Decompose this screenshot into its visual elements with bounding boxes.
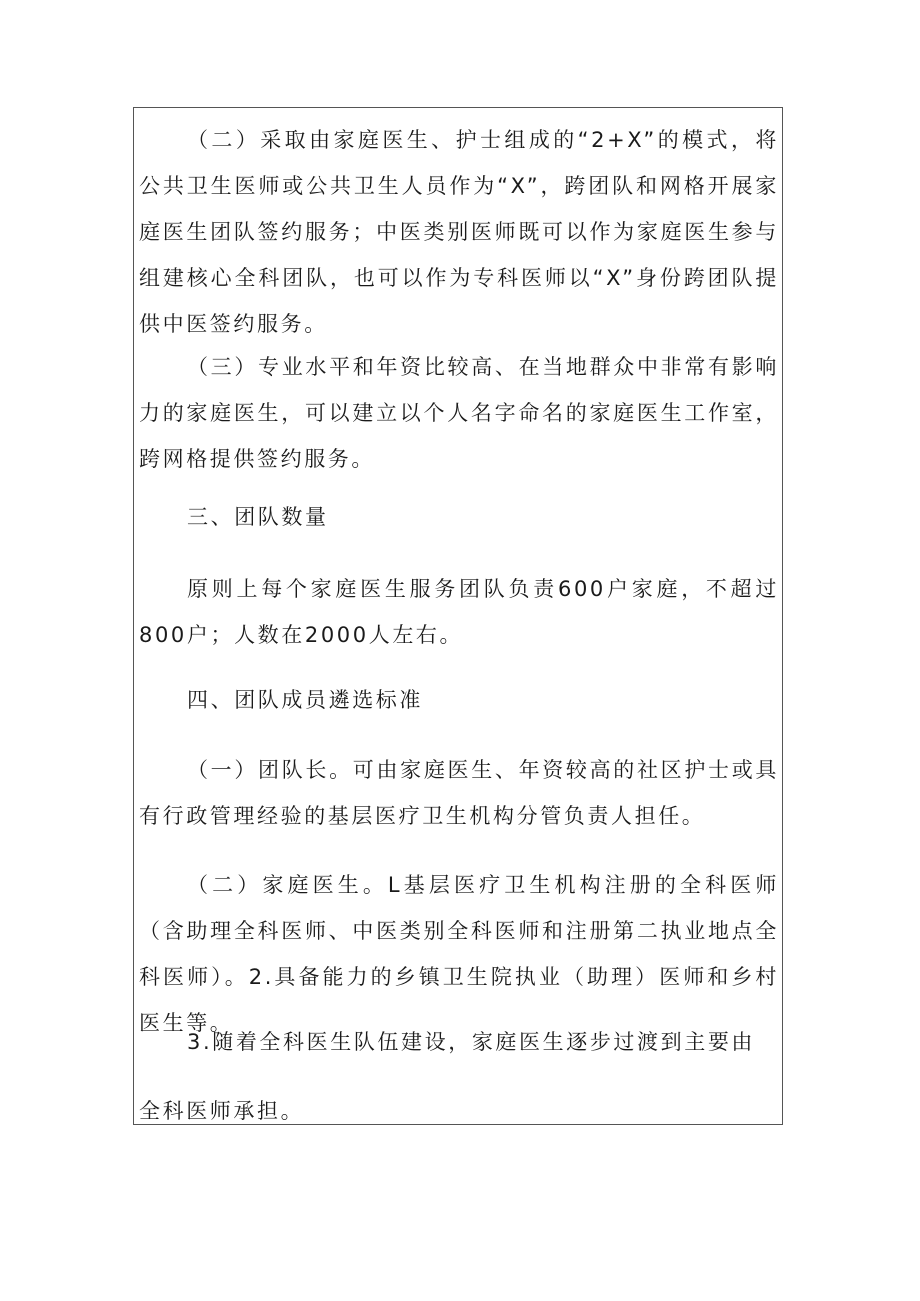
paragraph-team-leader: （一）团队长。可由家庭医生、年资较高的社区护士或具有行政管理经验的基层医疗卫生机构分管负责人担任。: [139, 758, 779, 828]
section-heading-selection-criteria: 四、团队成员遴选标准: [187, 688, 423, 712]
paragraph-team-count: 原则上每个家庭医生服务团队负责600户家庭，不超过800户；人数在2000人左右。: [139, 577, 779, 647]
paragraph-transition-end: 全科医师承担。: [139, 1099, 305, 1123]
paragraph-transition-line: 3.随着全科医生队伍建设，家庭医生逐步过渡到主要由: [187, 1030, 756, 1054]
document-frame: [133, 107, 783, 1125]
paragraph-2x-mode: （二）采取由家庭医生、护士组成的“2+X”的模式，将公共卫生医师或公共卫生人员作为“X”，跨团队和网格开展家庭医生团队签约服务；中医类别医师既可以作为家庭医生参与组建核心全科团队，也可以作为专科医师以“X”身份跨团队提供中医签约服务。: [139, 128, 779, 336]
paragraph-family-doctor: （二）家庭医生。L基层医疗卫生机构注册的全科医师（含助理全科医师、中医类别全科医师和注册第二执业地点全科医师）。2.具备能力的乡镇卫生院执业（助理）医师和乡村医生等。: [139, 873, 779, 1035]
paragraph-studio: （三）专业水平和年资比较高、在当地群众中非常有影响力的家庭医生，可以建立以个人名字命名的家庭医生工作室，跨网格提供签约服务。: [139, 355, 779, 471]
section-heading-team-count: 三、团队数量: [187, 505, 329, 529]
